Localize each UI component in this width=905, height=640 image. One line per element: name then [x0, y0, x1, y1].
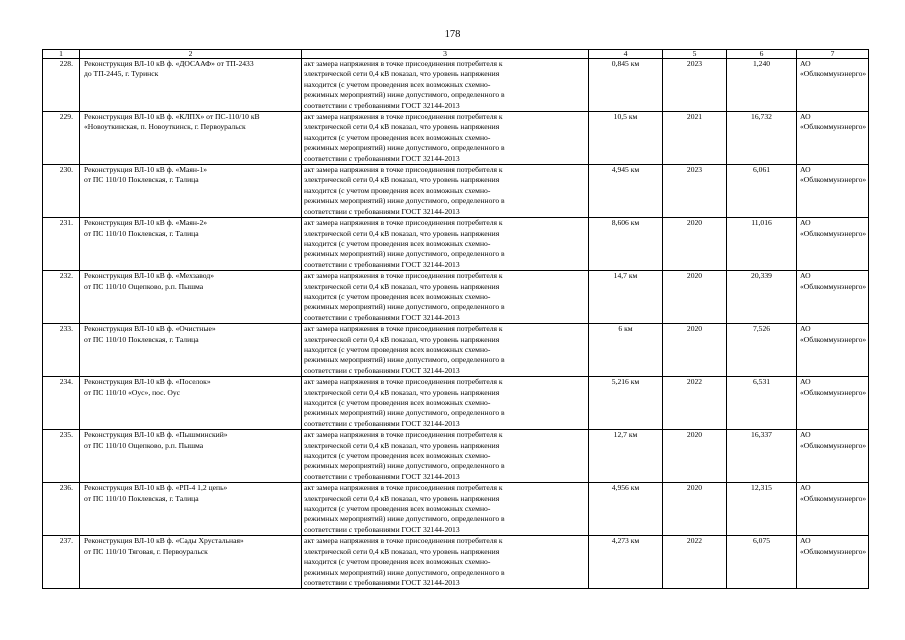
- reason-line: электрической сети 0,4 кВ показал, что уровень напряжения: [304, 122, 500, 132]
- length-cell: 0,845 км: [589, 59, 663, 112]
- cost-cell: 12,315: [727, 483, 797, 536]
- organization-cell: [797, 377, 869, 430]
- project-name-line: Реконструкция ВЛ-10 кВ ф. «Мехзавод»: [84, 271, 215, 281]
- project-name-line: «Новоуткинская, п. Новоуткинск, г. Первоуральск: [84, 122, 246, 132]
- reason-cell: [302, 59, 589, 112]
- length-cell: 14,7 км: [589, 271, 663, 324]
- reason-line: акт замера напряжения в точке присоединения потребителя к: [304, 324, 503, 334]
- table-row: [43, 271, 869, 324]
- project-name-cell: [80, 112, 302, 165]
- cost-cell: 6,061: [727, 165, 797, 218]
- reason-line: находится (с учетом проведения всех возможных схемно-: [304, 291, 491, 301]
- length-cell: 6 км: [589, 324, 663, 377]
- year-cell: 2020: [663, 483, 727, 536]
- organization-line: «Облкоммунэнерго»: [800, 546, 867, 556]
- column-header: 1: [43, 50, 80, 59]
- reason-line: режимных мероприятий) ниже допустимого, определенного в: [304, 567, 505, 577]
- project-name-line: от ПС 110/10 «Оус», пос. Оус: [84, 387, 180, 397]
- reason-line: электрической сети 0,4 кВ показал, что уровень напряжения: [304, 281, 500, 291]
- project-name-cell: [80, 430, 302, 483]
- reason-line: акт замера напряжения в точке присоединения потребителя к: [304, 483, 503, 493]
- reason-line: электрической сети 0,4 кВ показал, что уровень напряжения: [304, 387, 500, 397]
- reason-line: соответствии с требованиями ГОСТ 32144-2013: [304, 365, 460, 375]
- reason-line: акт замера напряжения в точке присоединения потребителя к: [304, 430, 503, 440]
- table-row: [43, 377, 869, 430]
- table-row: [43, 430, 869, 483]
- reason-line: акт замера напряжения в точке присоединения потребителя к: [304, 271, 503, 281]
- page-number: 178: [444, 29, 461, 40]
- length-cell: 4,945 км: [589, 165, 663, 218]
- organization-line: АО: [800, 218, 811, 228]
- organization-line: АО: [800, 112, 811, 122]
- reason-line: акт замера напряжения в точке присоединения потребителя к: [304, 165, 503, 175]
- reason-cell: [302, 377, 589, 430]
- reason-line: режимных мероприятий) ниже допустимого, определенного в: [304, 196, 505, 206]
- reason-line: режимных мероприятий) ниже допустимого, определенного в: [304, 355, 505, 365]
- project-name-line: Реконструкция ВЛ-10 кВ ф. «ДОСААФ» от ТП-2433: [84, 59, 254, 68]
- reason-line: соответствии с требованиями ГОСТ 32144-2013: [304, 471, 460, 481]
- project-name-cell: [80, 59, 302, 112]
- organization-line: «Облкоммунэнерго»: [800, 493, 867, 503]
- length-cell: 10,5 км: [589, 112, 663, 165]
- organization-line: АО: [800, 430, 811, 440]
- reason-cell: [302, 218, 589, 271]
- row-number-cell: 229.: [43, 112, 80, 165]
- reason-line: акт замера напряжения в точке присоединения потребителя к: [304, 377, 503, 387]
- table-row: [43, 59, 869, 112]
- reason-line: находится (с учетом проведения всех возможных схемно-: [304, 132, 491, 142]
- reason-line: электрической сети 0,4 кВ показал, что уровень напряжения: [304, 69, 500, 79]
- organization-line: «Облкоммунэнерго»: [800, 175, 867, 185]
- organization-cell: [797, 165, 869, 218]
- organization-line: АО: [800, 271, 811, 281]
- cost-cell: 6,075: [727, 536, 797, 589]
- organization-line: АО: [800, 483, 811, 493]
- table-row: [43, 218, 869, 271]
- organization-line: АО: [800, 165, 811, 175]
- organization-line: АО: [800, 59, 811, 68]
- project-name-line: Реконструкция ВЛ-10 кВ ф. «Поселок»: [84, 377, 211, 387]
- project-name-line: от ПС 110/10 Ощепково, р.п. Пышма: [84, 440, 204, 450]
- column-header: 4: [589, 50, 663, 59]
- table-row: [43, 112, 869, 165]
- column-header: 3: [302, 50, 589, 59]
- project-name-line: Реконструкция ВЛ-10 кВ ф. «Маян-2»: [84, 218, 208, 228]
- reason-line: соответствии с требованиями ГОСТ 32144-2013: [304, 312, 460, 322]
- reason-cell: [302, 112, 589, 165]
- year-cell: 2022: [663, 536, 727, 589]
- row-number-cell: 230.: [43, 165, 80, 218]
- row-number-cell: 235.: [43, 430, 80, 483]
- reason-cell: [302, 483, 589, 536]
- organization-line: «Облкоммунэнерго»: [800, 281, 867, 291]
- organization-line: АО: [800, 536, 811, 546]
- organization-cell: [797, 483, 869, 536]
- cost-cell: 7,526: [727, 324, 797, 377]
- reason-line: находится (с учетом проведения всех возможных схемно-: [304, 504, 491, 514]
- reason-cell: [302, 165, 589, 218]
- reason-line: соответствии с требованиями ГОСТ 32144-2013: [304, 206, 460, 216]
- row-number-cell: 231.: [43, 218, 80, 271]
- project-name-line: от ПС 110/10 Поклевская, г. Талица: [84, 334, 199, 344]
- organization-cell: [797, 536, 869, 589]
- organization-line: АО: [800, 324, 811, 334]
- organization-line: «Облкоммунэнерго»: [800, 334, 867, 344]
- reason-line: соответствии с требованиями ГОСТ 32144-2013: [304, 524, 460, 534]
- project-name-line: Реконструкция ВЛ-10 кВ ф. «Маян-1»: [84, 165, 208, 175]
- project-name-cell: [80, 324, 302, 377]
- project-name-line: от ПС 110/10 Поклевская, г. Талица: [84, 493, 199, 503]
- reason-line: электрической сети 0,4 кВ показал, что уровень напряжения: [304, 440, 500, 450]
- reason-line: режимных мероприятий) ниже допустимого, определенного в: [304, 461, 505, 471]
- reason-line: режимных мероприятий) ниже допустимого, определенного в: [304, 249, 505, 259]
- year-cell: 2023: [663, 165, 727, 218]
- reason-line: находится (с учетом проведения всех возможных схемно-: [304, 451, 491, 461]
- reason-line: находится (с учетом проведения всех возможных схемно-: [304, 557, 491, 567]
- project-name-line: Реконструкция ВЛ-10 кВ ф. «РП-4 1,2 цепь»: [84, 483, 228, 493]
- column-header: 2: [80, 50, 302, 59]
- reason-cell: [302, 271, 589, 324]
- reason-line: режимных мероприятий) ниже допустимого, определенного в: [304, 90, 505, 100]
- year-cell: 2020: [663, 271, 727, 324]
- length-cell: 5,216 км: [589, 377, 663, 430]
- length-cell: 8,606 км: [589, 218, 663, 271]
- project-name-line: Реконструкция ВЛ-10 кВ ф. «Очистные»: [84, 324, 216, 334]
- organization-cell: [797, 112, 869, 165]
- project-name-line: Реконструкция ВЛ-10 кВ ф. «КЛПХ» от ПС-110/10 кВ: [84, 112, 260, 122]
- year-cell: 2020: [663, 324, 727, 377]
- project-name-line: Реконструкция ВЛ-10 кВ ф. «Сады Хрустальная»: [84, 536, 244, 546]
- column-header: 7: [797, 50, 869, 59]
- reason-line: режимных мероприятий) ниже допустимого, определенного в: [304, 143, 505, 153]
- reason-line: соответствии с требованиями ГОСТ 32144-2013: [304, 418, 460, 428]
- organization-cell: [797, 430, 869, 483]
- project-name-line: Реконструкция ВЛ-10 кВ ф. «Пышминский»: [84, 430, 228, 440]
- reason-line: электрической сети 0,4 кВ показал, что уровень напряжения: [304, 546, 500, 556]
- reason-line: акт замера напряжения в точке присоединения потребителя к: [304, 112, 503, 122]
- cost-cell: 16,732: [727, 112, 797, 165]
- table-row: [43, 324, 869, 377]
- cost-cell: 11,016: [727, 218, 797, 271]
- year-cell: 2020: [663, 430, 727, 483]
- reason-line: акт замера напряжения в точке присоединения потребителя к: [304, 536, 503, 546]
- projects-table: [42, 49, 869, 589]
- project-name-cell: [80, 218, 302, 271]
- project-name-line: от ПС 110/10 Тяговая, г. Первоуральск: [84, 546, 208, 556]
- reason-line: находится (с учетом проведения всех возможных схемно-: [304, 79, 491, 89]
- project-name-cell: [80, 536, 302, 589]
- organization-line: «Облкоммунэнерго»: [800, 122, 867, 132]
- reason-line: соответствии с требованиями ГОСТ 32144-2013: [304, 100, 460, 110]
- reason-cell: [302, 430, 589, 483]
- reason-line: находится (с учетом проведения всех возможных схемно-: [304, 398, 491, 407]
- row-number-cell: 234.: [43, 377, 80, 430]
- project-name-cell: [80, 377, 302, 430]
- length-cell: 12,7 км: [589, 430, 663, 483]
- project-name-line: до ТП-2445, г. Туринск: [84, 69, 159, 79]
- cost-cell: 1,240: [727, 59, 797, 112]
- reason-line: режимных мероприятий) ниже допустимого, определенного в: [304, 514, 505, 524]
- organization-line: «Облкоммунэнерго»: [800, 228, 867, 238]
- reason-line: электрической сети 0,4 кВ показал, что уровень напряжения: [304, 175, 500, 185]
- reason-cell: [302, 536, 589, 589]
- reason-line: режимных мероприятий) ниже допустимого, определенного в: [304, 408, 505, 418]
- reason-line: находится (с учетом проведения всех возможных схемно-: [304, 344, 491, 354]
- reason-line: режимных мероприятий) ниже допустимого, определенного в: [304, 302, 505, 312]
- column-header: 5: [663, 50, 727, 59]
- table-row: [43, 165, 869, 218]
- organization-cell: [797, 324, 869, 377]
- project-name-line: от ПС 110/10 Поклевская, г. Талица: [84, 228, 199, 238]
- reason-line: электрической сети 0,4 кВ показал, что уровень напряжения: [304, 228, 500, 238]
- organization-line: «Облкоммунэнерго»: [800, 69, 867, 79]
- row-number-cell: 232.: [43, 271, 80, 324]
- reason-line: соответствии с требованиями ГОСТ 32144-2013: [304, 577, 460, 587]
- year-cell: 2020: [663, 218, 727, 271]
- reason-line: соответствии с требованиями ГОСТ 32144-2013: [304, 259, 460, 269]
- project-name-line: от ПС 110/10 Поклевская, г. Талица: [84, 175, 199, 185]
- project-name-line: от ПС 110/10 Ощепково, р.п. Пышма: [84, 281, 204, 291]
- year-cell: 2022: [663, 377, 727, 430]
- organization-cell: [797, 59, 869, 112]
- row-number-cell: 236.: [43, 483, 80, 536]
- header-row: [43, 50, 869, 59]
- year-cell: 2021: [663, 112, 727, 165]
- length-cell: 4,273 км: [589, 536, 663, 589]
- length-cell: 4,956 км: [589, 483, 663, 536]
- project-name-cell: [80, 165, 302, 218]
- reason-line: электрической сети 0,4 кВ показал, что уровень напряжения: [304, 334, 500, 344]
- year-cell: 2023: [663, 59, 727, 112]
- reason-line: акт замера напряжения в точке присоединения потребителя к: [304, 218, 503, 228]
- row-number-cell: 233.: [43, 324, 80, 377]
- project-name-cell: [80, 483, 302, 536]
- organization-line: «Облкоммунэнерго»: [800, 387, 867, 397]
- reason-line: находится (с учетом проведения всех возможных схемно-: [304, 238, 491, 248]
- organization-cell: [797, 218, 869, 271]
- reason-line: соответствии с требованиями ГОСТ 32144-2013: [304, 153, 460, 163]
- organization-cell: [797, 271, 869, 324]
- row-number-cell: 228.: [43, 59, 80, 112]
- reason-cell: [302, 324, 589, 377]
- cost-cell: 16,337: [727, 430, 797, 483]
- reason-line: находится (с учетом проведения всех возможных схемно-: [304, 185, 491, 195]
- organization-line: АО: [800, 377, 811, 387]
- project-name-cell: [80, 271, 302, 324]
- column-header: 6: [727, 50, 797, 59]
- cost-cell: 6,531: [727, 377, 797, 430]
- cost-cell: 20,339: [727, 271, 797, 324]
- table-row: [43, 483, 869, 536]
- table-row: [43, 536, 869, 589]
- row-number-cell: 237.: [43, 536, 80, 589]
- reason-line: электрической сети 0,4 кВ показал, что уровень напряжения: [304, 493, 500, 503]
- organization-line: «Облкоммунэнерго»: [800, 440, 867, 450]
- reason-line: акт замера напряжения в точке присоединения потребителя к: [304, 59, 503, 68]
